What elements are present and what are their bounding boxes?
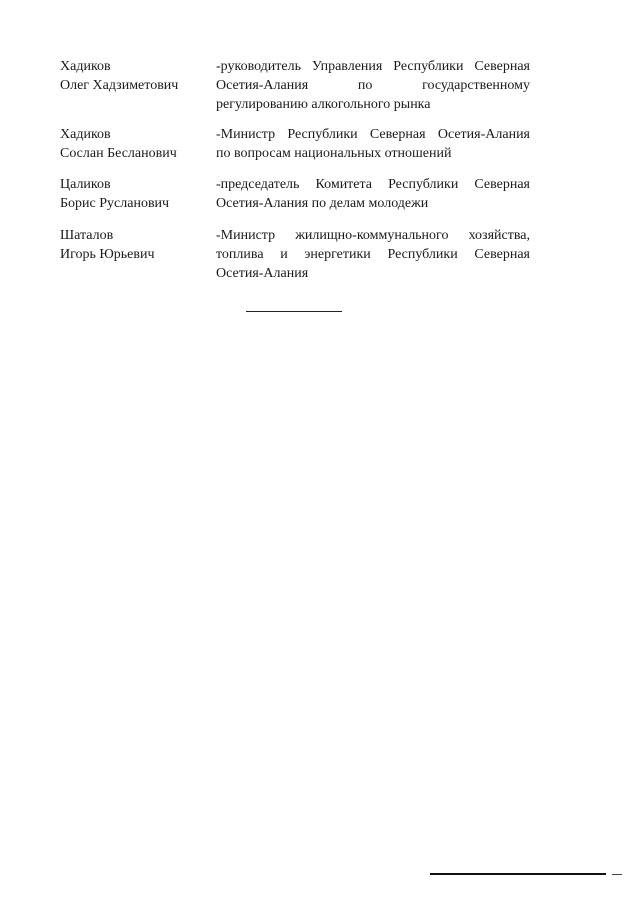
member-given-name: Сослан Бесланович (60, 146, 177, 161)
member-entry (60, 57, 530, 114)
role-line: по вопросам национальных отношений (216, 146, 452, 161)
member-entry (60, 226, 530, 283)
member-name (60, 57, 216, 114)
member-given-name: Игорь Юрьевич (60, 247, 155, 262)
role-line: Осетия-Алания (216, 266, 309, 281)
role-line: -Министр Республики Северная Осетия-Алания (216, 127, 530, 142)
role-line: Осетия-Алания по государственному (216, 78, 530, 93)
member-role (216, 125, 530, 163)
role-line: Осетия-Алания по делам молодежи (216, 196, 429, 211)
member-surname: Шаталов (60, 228, 114, 243)
role-line: -руководитель Управления Республики Северная (216, 59, 530, 74)
member-name (60, 226, 216, 283)
member-role (216, 226, 530, 283)
member-given-name: Борис Русланович (60, 196, 170, 211)
member-name (60, 125, 216, 163)
role-line: регулированию алкогольного рынка (216, 97, 431, 112)
member-name (60, 175, 216, 213)
footer-divider-tick (612, 874, 622, 875)
member-given-name: Олег Хадзиметович (60, 78, 179, 93)
member-surname: Хадиков (60, 127, 111, 142)
member-surname: Цаликов (60, 177, 111, 192)
member-role (216, 175, 530, 213)
end-of-list-divider (246, 311, 342, 312)
role-line: -председатель Комитета Республики Северная (216, 177, 530, 192)
member-entry (60, 175, 530, 213)
member-entry (60, 125, 530, 163)
member-role (216, 57, 530, 114)
footer-divider (430, 873, 606, 875)
role-line: -Министр жилищно-коммунального хозяйства, (216, 228, 530, 243)
member-surname: Хадиков (60, 59, 111, 74)
role-line: топлива и энергетики Республики Северная (216, 247, 530, 262)
